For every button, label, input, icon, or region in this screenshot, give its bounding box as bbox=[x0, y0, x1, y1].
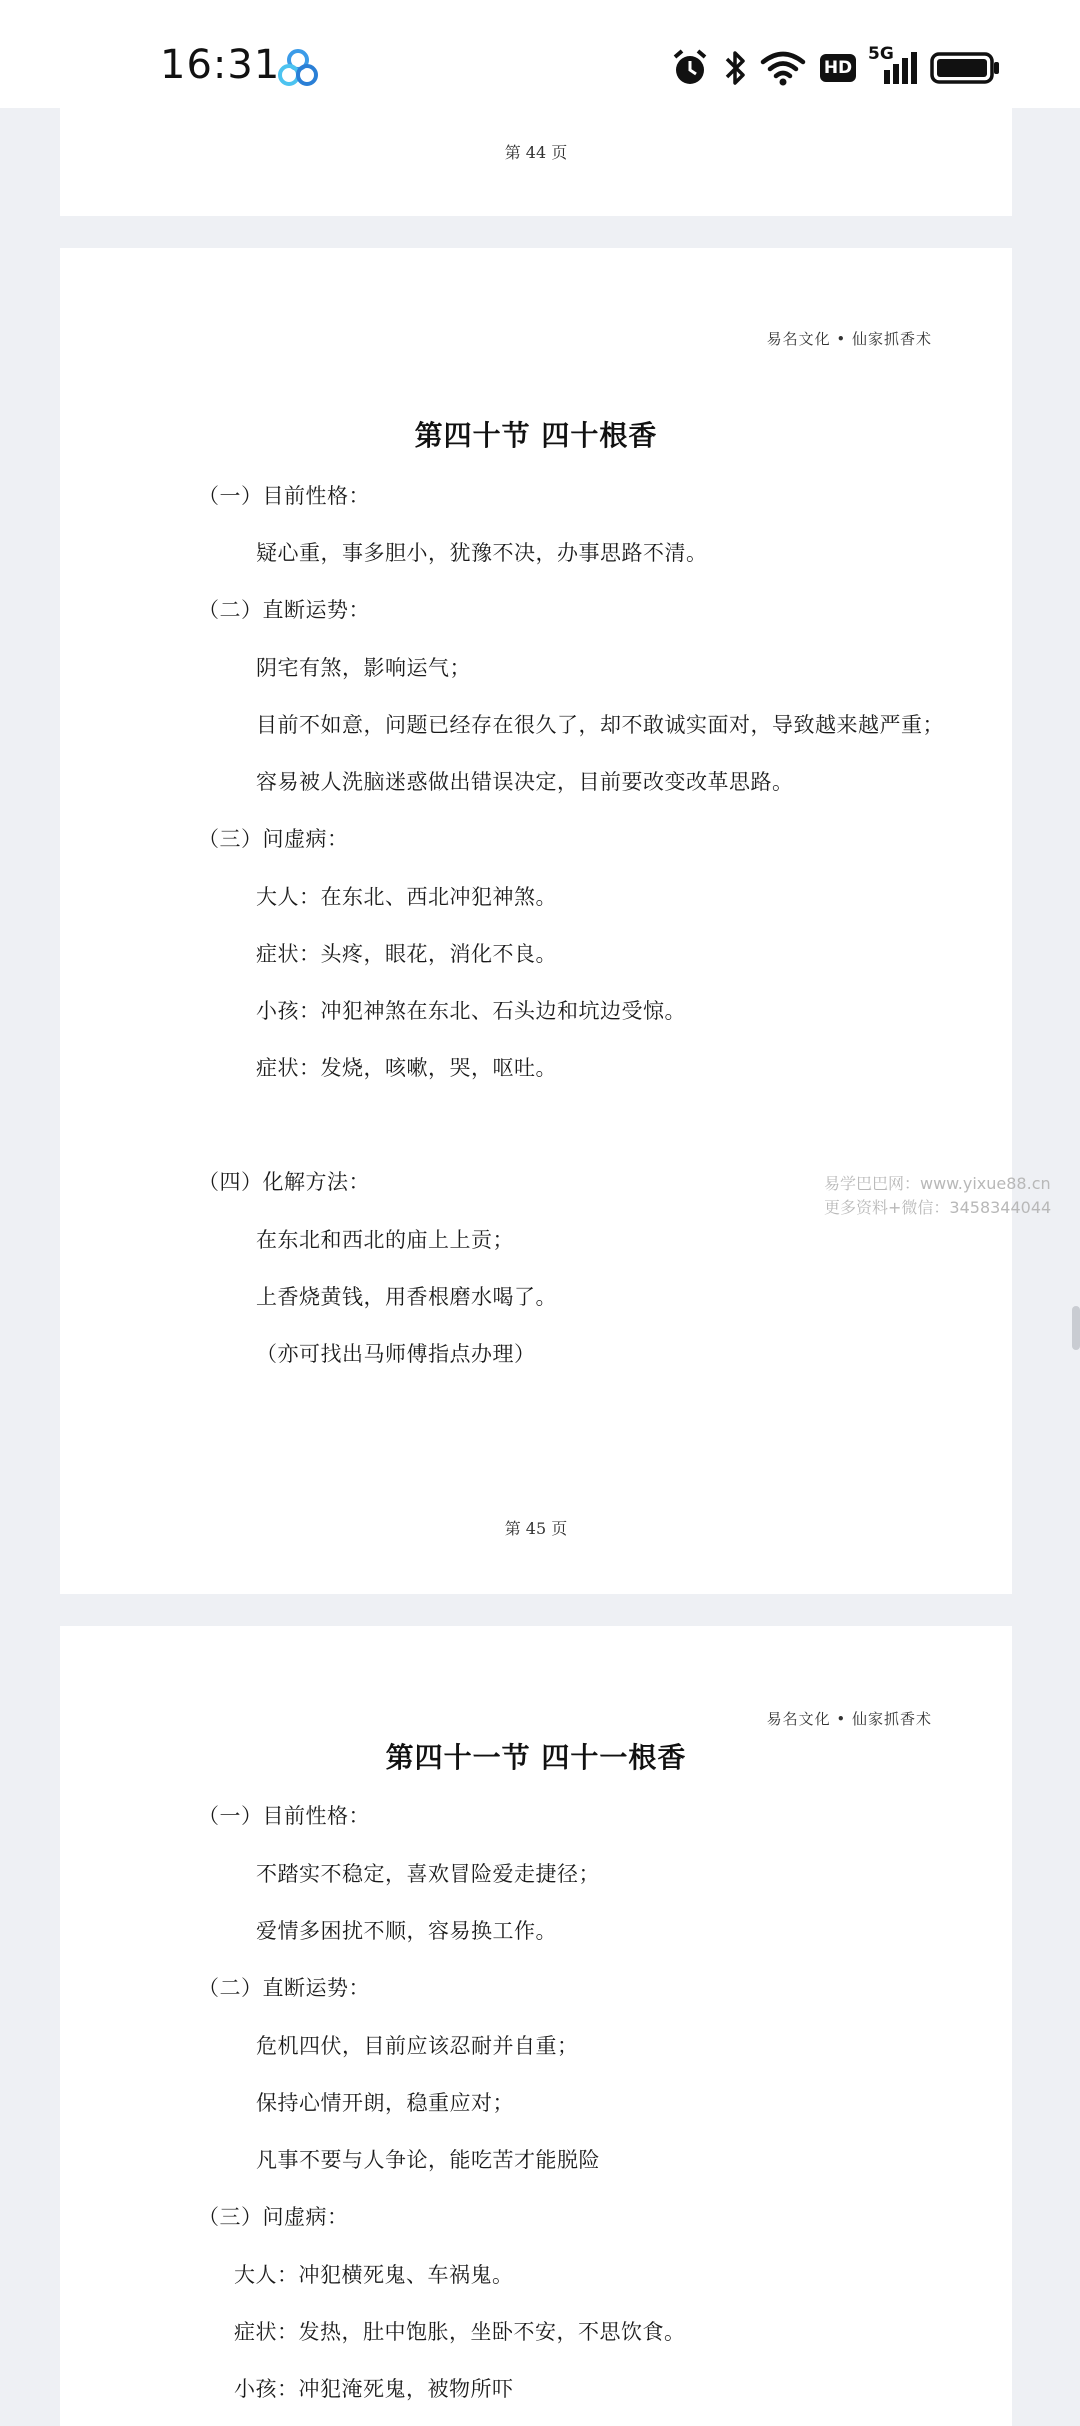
hd-badge: HD bbox=[820, 54, 856, 82]
battery-icon bbox=[930, 48, 1000, 88]
body-line: 不踏实不稳定，喜欢冒险爱走捷径； bbox=[256, 1862, 600, 1886]
watermark-line: 易学巴巴网：www.yixue88.cn bbox=[824, 1174, 1051, 1193]
bluetooth-icon bbox=[720, 48, 750, 88]
body-line: 目前不如意，问题已经存在很久了，却不敢诚实面对，导致越来越严重； bbox=[256, 713, 944, 737]
body-line: 疑心重，事多胆小，犹豫不决，办事思路不清。 bbox=[256, 541, 708, 565]
heading-personality: （一）目前性格： bbox=[198, 484, 370, 508]
page-number: 第 44 页 bbox=[504, 143, 568, 162]
body-line: 凡事不要与人争论，能吃苦才能脱险 bbox=[256, 2148, 600, 2172]
body-line: （亦可找出马师傅指点办理） bbox=[256, 1342, 536, 1366]
body-line: 小孩：冲犯淹死鬼，被物所吓 bbox=[234, 2377, 514, 2401]
wifi-icon bbox=[760, 48, 806, 88]
body-line: 小孩：冲犯神煞在东北、石头边和坑边受惊。 bbox=[256, 999, 686, 1023]
document-page-45 bbox=[60, 248, 1012, 1594]
body-line: 在东北和西北的庙上上贡； bbox=[256, 1228, 514, 1252]
running-header: 易名文化 • 仙家抓香术 bbox=[766, 330, 932, 348]
body-line: 保持心情开朗，稳重应对； bbox=[256, 2091, 514, 2115]
section-title: 第四十节 四十根香 bbox=[414, 419, 658, 452]
5g-label: 5G bbox=[868, 44, 894, 64]
5g-signal-icon bbox=[870, 48, 918, 88]
heading-illness: （三）问虚病： bbox=[198, 2205, 349, 2229]
status-time: 16:31 bbox=[160, 42, 281, 88]
body-line: 危机四伏，目前应该忍耐并自重； bbox=[256, 2034, 579, 2058]
body-line: 大人：在东北、西北冲犯神煞。 bbox=[256, 885, 557, 909]
body-line: 症状：发热，肚中饱胀，坐卧不安，不思饮食。 bbox=[234, 2320, 686, 2344]
app-icon bbox=[276, 48, 320, 88]
heading-illness: （三）问虚病： bbox=[198, 827, 349, 851]
body-line: 上香烧黄钱，用香根磨水喝了。 bbox=[256, 1285, 557, 1309]
document-page-46 bbox=[60, 1626, 1012, 2426]
status-bar bbox=[0, 0, 1080, 108]
scroll-thumb[interactable] bbox=[1072, 1306, 1080, 1350]
heading-remedy: （四）化解方法： bbox=[198, 1170, 370, 1194]
heading-fortune: （二）直断运势： bbox=[198, 598, 370, 622]
watermark bbox=[824, 1172, 1051, 1220]
body-line: 大人：冲犯横死鬼、车祸鬼。 bbox=[234, 2263, 514, 2287]
page-number: 第 45 页 bbox=[504, 1519, 568, 1538]
watermark-line: 更多资料+微信：3458344044 bbox=[824, 1198, 1052, 1217]
heading-personality: （一）目前性格： bbox=[198, 1804, 370, 1828]
heading-fortune: （二）直断运势： bbox=[198, 1976, 370, 2000]
running-header: 易名文化 • 仙家抓香术 bbox=[766, 1710, 932, 1728]
body-line: 爱情多困扰不顺，容易换工作。 bbox=[256, 1919, 557, 1943]
body-line: 症状：发烧，咳嗽，哭，呕吐。 bbox=[256, 1056, 557, 1080]
body-line: 症状：头疼，眼花，消化不良。 bbox=[256, 942, 557, 966]
alarm-icon bbox=[670, 48, 710, 88]
body-line: 阴宅有煞，影响运气； bbox=[256, 656, 471, 680]
section-title: 第四十一节 四十一根香 bbox=[385, 1741, 687, 1774]
body-line: 容易被人洗脑迷惑做出错误决定，目前要改变改革思路。 bbox=[256, 770, 794, 794]
